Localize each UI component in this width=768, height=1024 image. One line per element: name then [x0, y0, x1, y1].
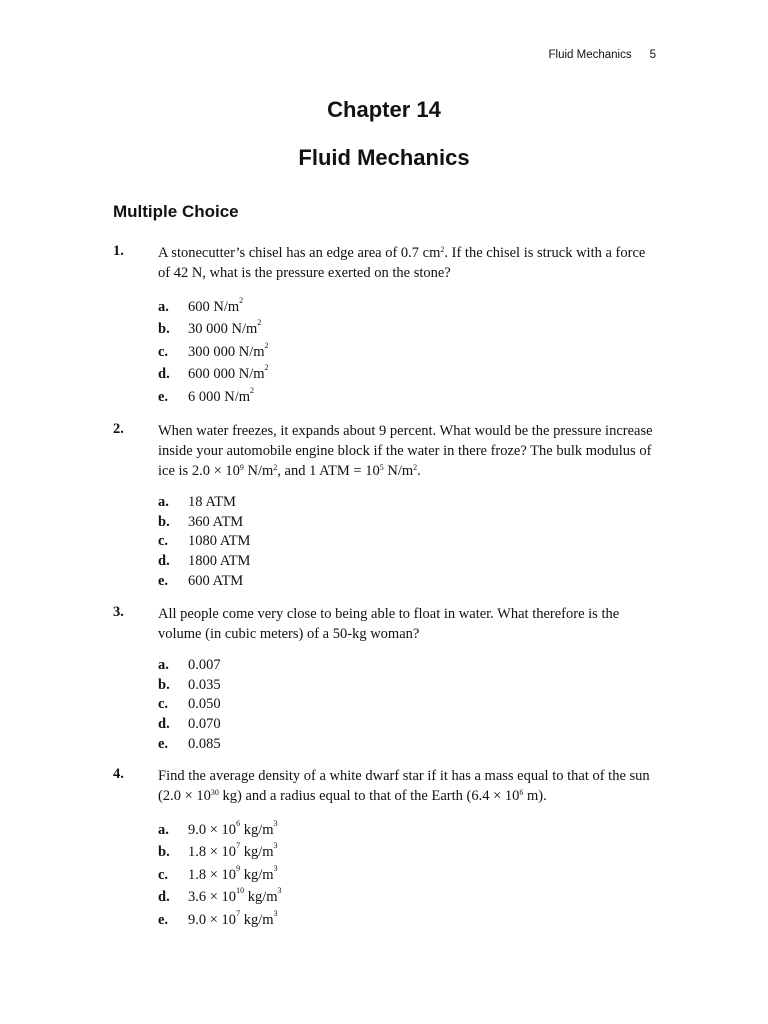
option-letter: d. [158, 553, 170, 570]
text-run: 0.050 [188, 696, 221, 713]
option-text [188, 736, 221, 753]
option-letter: d. [158, 366, 170, 382]
text-run: 600 ATM [188, 572, 244, 589]
answer-option [158, 293, 653, 316]
option-text [188, 818, 278, 839]
option-text [188, 514, 243, 531]
text-run: 0.035 [188, 676, 221, 693]
answer-options [158, 491, 653, 590]
answer-option [158, 694, 653, 714]
option-letter: e. [158, 735, 169, 752]
text-run: 0.085 [188, 735, 221, 752]
text-run: kg/m [244, 889, 278, 905]
superscript: 7 [236, 841, 241, 850]
answer-option [158, 550, 653, 570]
superscript: 9 [236, 863, 241, 873]
question-number: 4. [113, 766, 124, 782]
text-run: 1.8 × 10 [188, 866, 237, 883]
superscript: 3 [277, 886, 282, 895]
text-run: kg/m [240, 821, 274, 838]
text-run: kg/m [240, 911, 274, 928]
text-run: N/m [243, 463, 274, 479]
text-run: 300 000 N/m [188, 343, 265, 360]
text-run: m). [523, 788, 547, 804]
option-text [188, 533, 250, 550]
answer-option [158, 816, 653, 839]
answer-option [158, 884, 653, 907]
answer-options [158, 293, 653, 406]
question-1 [113, 243, 653, 406]
superscript: 6 [519, 788, 524, 797]
text-run: 360 ATM [188, 513, 244, 530]
option-letter: e. [158, 911, 169, 928]
superscript: 2 [264, 340, 269, 350]
option-text [188, 863, 278, 884]
text-run: All people come very close to being able to float in water. What therefore is the volume (in cubic meters) of a 50-kg woman? [158, 606, 620, 642]
superscript: 3 [273, 908, 278, 918]
option-letter: d. [158, 889, 170, 905]
option-letter: e. [158, 572, 169, 589]
option-letter: a. [158, 493, 169, 510]
superscript: 5 [379, 463, 384, 472]
superscript: 3 [273, 863, 278, 873]
answer-option [158, 338, 653, 361]
text-run: 600 N/m [188, 298, 240, 315]
option-letter: b. [158, 321, 170, 337]
superscript: 7 [236, 908, 241, 918]
option-letter: c. [158, 696, 169, 713]
running-header [549, 49, 657, 61]
superscript: 2 [273, 463, 278, 472]
text-run: . If the chisel is struck with a force of 42 N, what is the pressure exerted on the stone? [158, 245, 646, 281]
text-run: 1800 ATM [188, 553, 251, 570]
superscript: 2 [257, 318, 262, 327]
question-stem [158, 766, 653, 806]
text-run: 0.070 [188, 716, 221, 733]
section-title: Multiple Choice [113, 202, 239, 221]
page-number: 5 [649, 49, 656, 61]
text-run: . [417, 463, 421, 479]
option-text [188, 494, 236, 511]
text-run: 3.6 × 10 [188, 889, 237, 905]
question-4 [113, 766, 653, 929]
chapter-number: Chapter 14 [327, 97, 441, 122]
answer-option [158, 674, 653, 694]
answer-option [158, 511, 653, 531]
option-letter: c. [158, 533, 169, 550]
superscript: 2 [440, 245, 445, 254]
option-text [188, 677, 221, 694]
answer-option [158, 654, 653, 674]
text-run: When water freezes, it expands about 9 percent. What would be the pressure increase inside your automobile engine block if the water in there froze? The bulk modulus of ice is 2.0 × 10 [158, 423, 653, 479]
option-text [188, 657, 221, 674]
text-run: 9.0 × 10 [188, 911, 237, 928]
text-run: , and 1 ATM = 10 [277, 463, 380, 479]
text-run: 1080 ATM [188, 533, 251, 550]
option-letter: a. [158, 656, 169, 673]
question-stem [158, 243, 653, 283]
text-run: 0.007 [188, 656, 221, 673]
question-number: 1. [113, 243, 124, 259]
text-run: 18 ATM [188, 493, 236, 510]
answer-option [158, 361, 653, 384]
answer-option [158, 713, 653, 733]
answer-option [158, 570, 653, 590]
running-title: Fluid Mechanics [548, 49, 632, 61]
option-letter: a. [158, 298, 169, 315]
answer-option [158, 861, 653, 884]
option-text [188, 385, 255, 406]
text-run: A stonecutter’s chisel has an edge area of 0.7 cm [158, 245, 441, 261]
option-text [188, 318, 262, 338]
text-run: 6 000 N/m [188, 388, 251, 405]
superscript: 30 [210, 788, 219, 797]
superscript: 2 [413, 463, 418, 472]
answer-options [158, 816, 653, 929]
option-text [188, 340, 269, 361]
answer-option [158, 839, 653, 862]
text-run: 30 000 N/m [188, 321, 258, 337]
text-run: kg) and a radius equal to that of the Earth (6.4 × 10 [218, 788, 520, 804]
answer-option [158, 316, 653, 339]
question-number: 3. [113, 604, 124, 620]
text-run: kg/m [240, 866, 274, 883]
superscript: 2 [250, 385, 255, 395]
option-text [188, 886, 282, 906]
option-text [188, 573, 243, 590]
superscript: 9 [239, 463, 244, 472]
text-run: 600 000 N/m [188, 366, 265, 382]
superscript: 10 [236, 886, 245, 895]
question-2 [113, 421, 653, 590]
question-stem [158, 421, 653, 481]
superscript: 3 [273, 841, 278, 850]
text-run: 9.0 × 10 [188, 821, 237, 838]
option-text [188, 696, 221, 713]
text-run: Find the average density of a white dwarf star if it has a mass equal to that of the sun (2.0 × 10 [158, 768, 650, 804]
option-letter: a. [158, 821, 169, 838]
superscript: 3 [273, 818, 278, 828]
superscript: 6 [236, 818, 241, 828]
option-text [188, 841, 278, 861]
superscript: 2 [264, 363, 269, 372]
option-letter: c. [158, 343, 169, 360]
text-run: 1.8 × 10 [188, 844, 237, 860]
option-letter: b. [158, 676, 170, 693]
answer-option [158, 906, 653, 929]
option-text [188, 716, 221, 733]
answer-option [158, 733, 653, 753]
option-letter: b. [158, 844, 170, 860]
option-letter: c. [158, 866, 169, 883]
question-stem [158, 604, 653, 644]
superscript: 2 [239, 295, 244, 305]
answer-option [158, 383, 653, 406]
text-run: kg/m [240, 844, 274, 860]
option-text [188, 363, 269, 383]
question-3 [113, 604, 653, 753]
option-text [188, 908, 278, 929]
answer-option [158, 491, 653, 511]
question-number: 2. [113, 421, 124, 437]
option-letter: b. [158, 513, 170, 530]
option-text [188, 295, 244, 316]
text-run: N/m [383, 463, 414, 479]
answer-options [158, 654, 653, 753]
option-letter: e. [158, 388, 169, 405]
option-letter: d. [158, 716, 170, 733]
chapter-title: Fluid Mechanics [298, 145, 470, 170]
option-text [188, 553, 250, 570]
answer-option [158, 531, 653, 551]
